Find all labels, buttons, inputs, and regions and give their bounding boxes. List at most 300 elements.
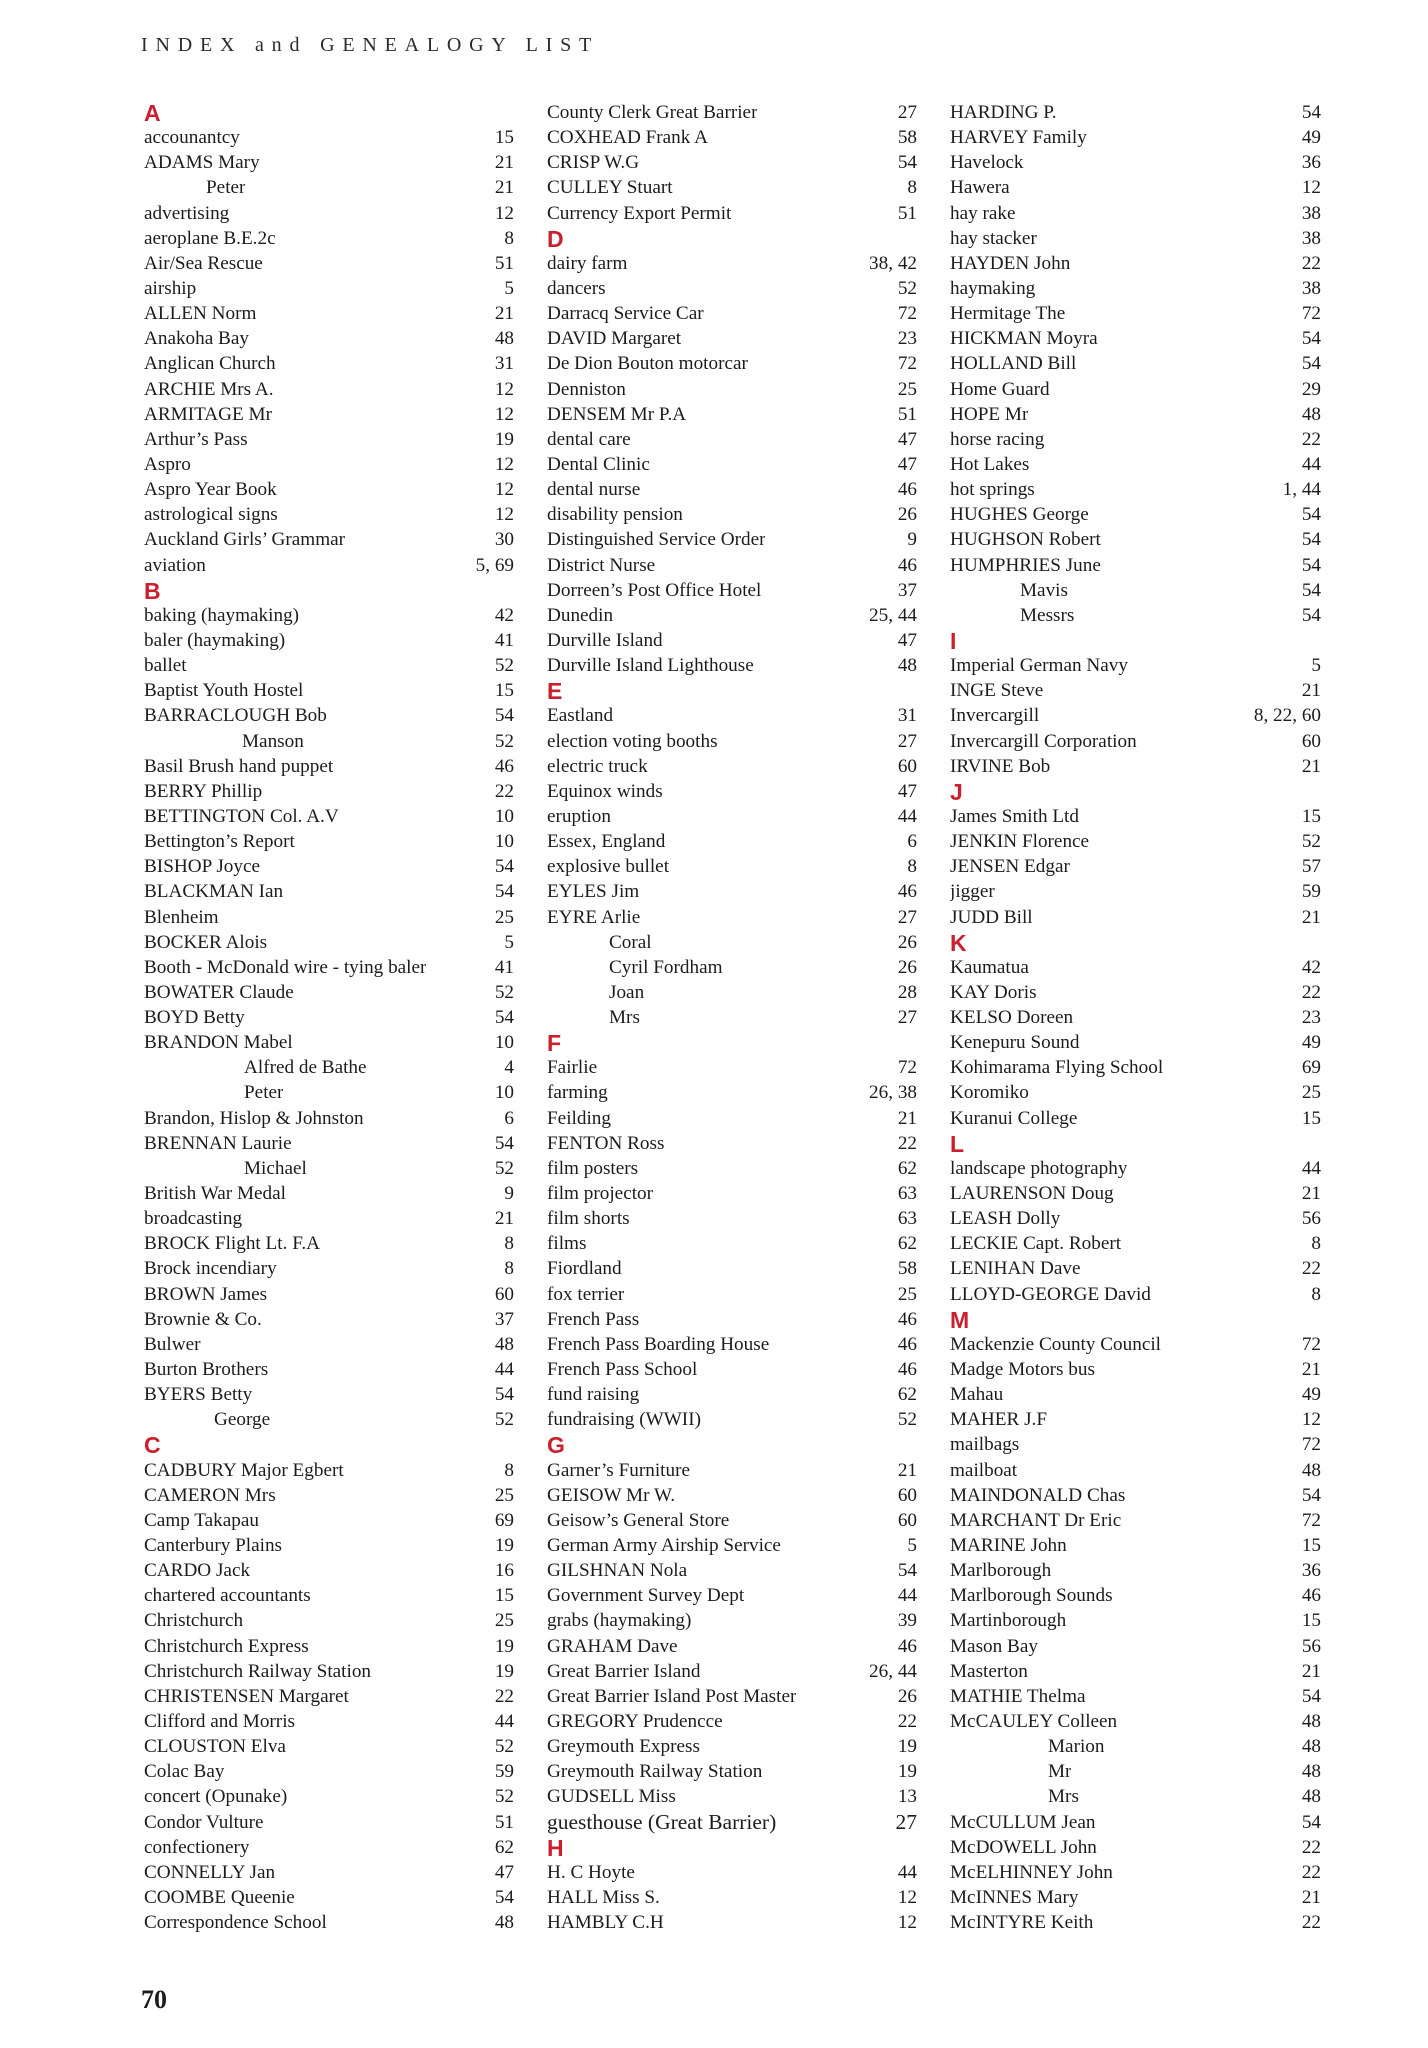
index-term: dental care bbox=[547, 428, 631, 450]
page-reference: 44 bbox=[897, 1585, 917, 1607]
index-entry bbox=[547, 1810, 917, 1835]
index-entry bbox=[547, 729, 917, 754]
page-reference: 54 bbox=[1301, 579, 1321, 601]
page-reference: 27 bbox=[897, 906, 917, 928]
page-reference: 6 bbox=[907, 831, 917, 853]
index-entry bbox=[547, 1357, 917, 1382]
index-entry bbox=[144, 1282, 514, 1307]
page-reference: 26, 44 bbox=[869, 1660, 917, 1682]
index-entry bbox=[144, 1256, 514, 1281]
index-term: electric truck bbox=[547, 755, 648, 777]
index-entry bbox=[950, 1106, 1321, 1131]
page-reference: 52 bbox=[494, 1409, 514, 1431]
page-reference: 22 bbox=[897, 1132, 917, 1154]
index-term: CLOUSTON Elva bbox=[144, 1736, 286, 1758]
section-letter-a: A bbox=[144, 100, 161, 126]
page-reference: 21 bbox=[494, 177, 514, 199]
index-term: KELSO Doreen bbox=[950, 1007, 1074, 1029]
index-term: BOCKER Alois bbox=[144, 931, 268, 953]
index-entry bbox=[144, 527, 514, 552]
index-entry bbox=[547, 1885, 917, 1910]
index-term: Dorreen’s Post Office Hotel bbox=[547, 579, 762, 601]
index-entry bbox=[950, 477, 1321, 502]
page-reference: 21 bbox=[1301, 906, 1321, 928]
index-term: LLOYD-GEORGE David bbox=[950, 1283, 1151, 1305]
index-term: McCAULEY Colleen bbox=[950, 1711, 1118, 1732]
page-reference: 52 bbox=[494, 1157, 514, 1179]
index-term: EYLES Jim bbox=[547, 881, 640, 903]
index-entry bbox=[547, 1282, 917, 1307]
page-reference: 62 bbox=[897, 1384, 917, 1406]
page-reference: 54 bbox=[494, 705, 514, 727]
page-reference: 49 bbox=[1301, 1384, 1321, 1406]
index-entry bbox=[144, 1131, 514, 1156]
index-term: Fairlie bbox=[547, 1057, 598, 1079]
index-term: Kaumatua bbox=[950, 956, 1029, 978]
page-reference: 12 bbox=[494, 378, 514, 400]
page-reference: 48 bbox=[1301, 1761, 1321, 1783]
page-reference: 46 bbox=[897, 1635, 917, 1657]
index-entry bbox=[547, 100, 917, 125]
index-entry bbox=[547, 1784, 917, 1809]
index-term: BLACKMAN Ian bbox=[144, 881, 284, 903]
page-reference: 38 bbox=[1301, 227, 1321, 249]
index-term: Hawera bbox=[950, 177, 1010, 199]
index-term: Eastland bbox=[547, 705, 614, 727]
index-entry bbox=[144, 377, 514, 402]
page-reference: 21 bbox=[1301, 1660, 1321, 1682]
index-term: fund raising bbox=[547, 1384, 640, 1406]
page-reference: 26 bbox=[897, 504, 917, 526]
page-reference: 31 bbox=[494, 353, 514, 375]
page-reference: 23 bbox=[897, 328, 917, 350]
index-term: INGE Steve bbox=[950, 680, 1044, 702]
index-entry bbox=[547, 754, 917, 779]
index-entry bbox=[547, 578, 917, 603]
index-term: grabs (haymaking) bbox=[547, 1610, 692, 1632]
page-number: 70 bbox=[141, 1985, 167, 2014]
index-entry bbox=[144, 905, 514, 930]
page-reference: 12 bbox=[494, 202, 514, 224]
page-reference: 48 bbox=[494, 1333, 514, 1355]
index-entry bbox=[950, 427, 1321, 452]
index-term: Havelock bbox=[950, 152, 1024, 174]
index-entry bbox=[950, 553, 1321, 578]
index-entry bbox=[144, 1583, 514, 1608]
index-term: Brock incendiary bbox=[144, 1258, 277, 1280]
index-term: HAMBLY C.H bbox=[547, 1912, 664, 1934]
page-reference: 25 bbox=[1301, 1082, 1321, 1104]
index-entry bbox=[547, 1608, 917, 1633]
index-term: Koromiko bbox=[950, 1082, 1029, 1104]
page-reference: 22 bbox=[1301, 1861, 1321, 1883]
index-entry bbox=[547, 1131, 917, 1156]
index-entry bbox=[547, 804, 917, 829]
index-term: Joan bbox=[609, 981, 645, 1003]
index-term: dairy farm bbox=[547, 252, 628, 274]
index-term: Marlborough bbox=[950, 1560, 1052, 1582]
index-term: Dental Clinic bbox=[547, 453, 650, 475]
page-reference: 46 bbox=[897, 1359, 917, 1381]
index-entry bbox=[950, 1784, 1321, 1809]
index-term: dental nurse bbox=[547, 479, 641, 501]
index-entry bbox=[547, 377, 917, 402]
page-reference: 25 bbox=[494, 1610, 514, 1632]
index-entry bbox=[950, 1659, 1321, 1684]
index-term: Imperial German Navy bbox=[950, 655, 1128, 677]
index-term: BYERS Betty bbox=[144, 1384, 253, 1406]
page-reference: 22 bbox=[1301, 428, 1321, 450]
index-entry bbox=[547, 1508, 917, 1533]
page-reference: 28 bbox=[897, 981, 917, 1003]
index-term: fundraising (WWII) bbox=[547, 1409, 701, 1431]
page-reference: 27 bbox=[897, 730, 917, 752]
page-reference: 22 bbox=[1301, 981, 1321, 1003]
index-term: Anglican Church bbox=[144, 353, 276, 375]
page-reference: 54 bbox=[494, 1132, 514, 1154]
page-reference: 6 bbox=[504, 1107, 514, 1129]
index-entry bbox=[547, 1558, 917, 1583]
page-reference: 27 bbox=[895, 1809, 917, 1834]
index-entry bbox=[950, 1181, 1321, 1206]
index-entry bbox=[144, 1810, 514, 1835]
index-term: BOYD Betty bbox=[144, 1007, 245, 1029]
index-entry bbox=[547, 1080, 917, 1105]
page-reference: 8 bbox=[504, 1459, 514, 1481]
index-column-1 bbox=[144, 100, 514, 1935]
index-term: Durville Island Lighthouse bbox=[547, 655, 754, 677]
index-term: HUGHES George bbox=[950, 504, 1089, 526]
page-reference: 69 bbox=[1301, 1057, 1321, 1079]
index-term: film projector bbox=[547, 1183, 654, 1205]
page-reference: 72 bbox=[1301, 1509, 1321, 1531]
index-entry bbox=[950, 1206, 1321, 1231]
index-entry bbox=[144, 1206, 514, 1231]
page-reference: 49 bbox=[1301, 1032, 1321, 1054]
index-entry bbox=[144, 1533, 514, 1558]
index-term: ARCHIE Mrs A. bbox=[144, 378, 274, 400]
page-reference: 47 bbox=[897, 453, 917, 475]
index-term: ADAMS Mary bbox=[144, 152, 260, 174]
section-letter-d: D bbox=[547, 225, 564, 252]
index-entry bbox=[950, 1759, 1321, 1784]
index-entry bbox=[547, 527, 917, 552]
page-reference: 48 bbox=[494, 1912, 514, 1934]
page-reference: 12 bbox=[1301, 177, 1321, 199]
page-reference: 22 bbox=[897, 1711, 917, 1732]
page-reference: 62 bbox=[897, 1157, 917, 1179]
page-reference: 51 bbox=[494, 1811, 514, 1833]
index-entry bbox=[547, 1684, 917, 1709]
index-entry bbox=[950, 829, 1321, 854]
page-reference: 27 bbox=[897, 102, 917, 123]
index-entry bbox=[144, 452, 514, 477]
page-reference: 23 bbox=[1301, 1007, 1321, 1029]
index-term: haymaking bbox=[950, 277, 1036, 299]
index-term: British War Medal bbox=[144, 1183, 286, 1205]
index-term: airship bbox=[144, 277, 197, 299]
index-term: Darracq Service Car bbox=[547, 303, 704, 325]
index-entry bbox=[144, 1382, 514, 1407]
index-term: CADBURY Major Egbert bbox=[144, 1459, 344, 1481]
index-entry bbox=[144, 326, 514, 351]
index-entry bbox=[547, 980, 917, 1005]
page-reference: 52 bbox=[494, 1736, 514, 1758]
index-term: Clifford and Morris bbox=[144, 1711, 295, 1732]
page-reference: 54 bbox=[494, 881, 514, 903]
index-entry bbox=[950, 452, 1321, 477]
page-reference: 21 bbox=[494, 303, 514, 325]
index-entry bbox=[144, 804, 514, 829]
page-reference: 37 bbox=[494, 1308, 514, 1330]
page-reference: 8 bbox=[504, 1233, 514, 1255]
index-entry bbox=[547, 1483, 917, 1508]
index-entry bbox=[144, 1508, 514, 1533]
index-term: HUGHSON Robert bbox=[950, 529, 1101, 551]
page-reference: 22 bbox=[1301, 252, 1321, 274]
page-reference: 46 bbox=[897, 479, 917, 501]
index-entry bbox=[144, 427, 514, 452]
page-reference: 15 bbox=[494, 680, 514, 702]
page-reference: 54 bbox=[1301, 529, 1321, 551]
index-entry bbox=[547, 1583, 917, 1608]
index-term: film posters bbox=[547, 1157, 639, 1179]
page-reference: 21 bbox=[897, 1459, 917, 1481]
index-entry bbox=[144, 1307, 514, 1332]
index-entry bbox=[950, 578, 1321, 603]
index-entry bbox=[950, 879, 1321, 904]
index-term: Condor Vulture bbox=[144, 1811, 264, 1833]
index-entry bbox=[950, 1558, 1321, 1583]
page-reference: 54 bbox=[1301, 328, 1321, 350]
page-reference: 48 bbox=[1301, 1711, 1321, 1732]
page-reference: 39 bbox=[897, 1610, 917, 1632]
index-term: Bulwer bbox=[144, 1333, 201, 1355]
page-reference: 54 bbox=[494, 856, 514, 878]
index-term: French Pass bbox=[547, 1308, 640, 1330]
page-reference: 63 bbox=[897, 1183, 917, 1205]
index-term: Mrs bbox=[1048, 1786, 1079, 1808]
index-term: Madge Motors bus bbox=[950, 1359, 1095, 1381]
index-term: Invercargill Corporation bbox=[950, 730, 1137, 752]
index-term: LAURENSON Doug bbox=[950, 1183, 1114, 1205]
page-reference: 19 bbox=[494, 1660, 514, 1682]
index-entry bbox=[950, 150, 1321, 175]
index-entry bbox=[144, 1030, 514, 1055]
index-term: McINTYRE Keith bbox=[950, 1912, 1094, 1934]
index-term: fox terrier bbox=[547, 1283, 625, 1305]
index-term: CRISP W.G bbox=[547, 152, 640, 174]
index-entry bbox=[547, 276, 917, 301]
page-reference: 8 bbox=[907, 856, 917, 878]
index-term: concert (Opunake) bbox=[144, 1786, 288, 1808]
page-reference: 15 bbox=[1301, 1107, 1321, 1129]
index-entry bbox=[547, 854, 917, 879]
page-reference: 72 bbox=[897, 303, 917, 325]
index-entry bbox=[144, 553, 514, 578]
index-entry bbox=[950, 251, 1321, 276]
index-entry bbox=[144, 930, 514, 955]
page-reference: 44 bbox=[1301, 453, 1321, 475]
index-entry bbox=[144, 1784, 514, 1809]
index-term: French Pass School bbox=[547, 1359, 698, 1381]
page-reference: 10 bbox=[494, 1032, 514, 1054]
index-entry bbox=[950, 1332, 1321, 1357]
page-reference: 19 bbox=[897, 1736, 917, 1758]
page-reference: 46 bbox=[897, 1308, 917, 1330]
index-term: Air/Sea Rescue bbox=[144, 252, 263, 274]
index-term: Michael bbox=[244, 1157, 307, 1179]
page-reference: 27 bbox=[897, 1007, 917, 1029]
index-term: Christchurch Railway Station bbox=[144, 1660, 372, 1682]
index-entry bbox=[950, 326, 1321, 351]
index-term: Distinguished Service Order bbox=[547, 529, 766, 551]
index-entry bbox=[144, 779, 514, 804]
index-term: Currency Export Permit bbox=[547, 202, 732, 224]
index-term: BERRY Phillip bbox=[144, 780, 263, 802]
index-entry bbox=[547, 1005, 917, 1030]
page-reference: 38 bbox=[1301, 277, 1321, 299]
section-letter-i: I bbox=[950, 627, 957, 654]
index-entry bbox=[547, 779, 917, 804]
index-term: eruption bbox=[547, 805, 611, 827]
index-entry bbox=[950, 1860, 1321, 1885]
page-reference: 19 bbox=[494, 1635, 514, 1657]
page-reference: 52 bbox=[897, 277, 917, 299]
index-entry bbox=[144, 402, 514, 427]
page-reference: 22 bbox=[1301, 1258, 1321, 1280]
page-reference: 9 bbox=[907, 529, 917, 551]
page-reference: 42 bbox=[1301, 956, 1321, 978]
page-reference: 60 bbox=[897, 755, 917, 777]
index-entry bbox=[144, 1910, 514, 1935]
page-reference: 9 bbox=[504, 1183, 514, 1205]
index-entry bbox=[950, 301, 1321, 326]
index-entry bbox=[547, 1106, 917, 1131]
index-entry bbox=[144, 351, 514, 376]
page-reference: 15 bbox=[494, 127, 514, 149]
index-term: GUDSELL Miss bbox=[547, 1786, 676, 1808]
index-term: De Dion Bouton motorcar bbox=[547, 353, 748, 375]
index-entry bbox=[950, 1508, 1321, 1533]
index-entry bbox=[950, 1030, 1321, 1055]
index-term: Baptist Youth Hostel bbox=[144, 680, 304, 702]
page-reference: 47 bbox=[494, 1861, 514, 1883]
index-term: chartered accountants bbox=[144, 1585, 311, 1607]
index-term: Auckland Girls’ Grammar bbox=[144, 529, 346, 551]
page-reference: 54 bbox=[1301, 1484, 1321, 1506]
page-reference: 58 bbox=[897, 127, 917, 149]
index-term: HOLLAND Bill bbox=[950, 353, 1077, 375]
index-entry bbox=[547, 175, 917, 200]
index-entry bbox=[547, 150, 917, 175]
index-entry bbox=[547, 402, 917, 427]
index-entry bbox=[950, 1835, 1321, 1860]
index-entry bbox=[144, 1634, 514, 1659]
index-term: Peter bbox=[206, 177, 246, 199]
page-reference: 48 bbox=[897, 655, 917, 677]
index-term: HICKMAN Moyra bbox=[950, 328, 1098, 350]
index-entry bbox=[144, 1885, 514, 1910]
page-reference: 29 bbox=[1301, 378, 1321, 400]
index-term: LEASH Dolly bbox=[950, 1208, 1061, 1230]
page-reference: 60 bbox=[897, 1509, 917, 1531]
page-reference: 47 bbox=[897, 428, 917, 450]
index-entry bbox=[950, 980, 1321, 1005]
section-letter-l: L bbox=[950, 1130, 965, 1157]
index-entry bbox=[950, 1810, 1321, 1835]
index-term: COOMBE Queenie bbox=[144, 1886, 295, 1908]
index-term: McINNES Mary bbox=[950, 1886, 1079, 1908]
index-entry bbox=[144, 1860, 514, 1885]
index-entry bbox=[144, 276, 514, 301]
index-entry bbox=[547, 1407, 917, 1432]
index-entry bbox=[950, 1382, 1321, 1407]
index-entry bbox=[950, 703, 1321, 728]
index-entry bbox=[547, 452, 917, 477]
index-term: Brownie & Co. bbox=[144, 1308, 262, 1330]
index-entry bbox=[547, 251, 917, 276]
index-term: Great Barrier Island bbox=[547, 1660, 701, 1682]
section-letter-e: E bbox=[547, 678, 563, 705]
index-entry bbox=[950, 201, 1321, 226]
index-term: JENKIN Florence bbox=[950, 831, 1090, 853]
page-reference: 54 bbox=[1301, 604, 1321, 626]
index-entry bbox=[144, 1759, 514, 1784]
page-reference: 62 bbox=[897, 1233, 917, 1255]
index-entry bbox=[144, 1734, 514, 1759]
page-reference: 48 bbox=[1301, 1459, 1321, 1481]
index-entry bbox=[950, 1357, 1321, 1382]
index-term: GILSHNAN Nola bbox=[547, 1560, 688, 1582]
index-entry bbox=[950, 1709, 1321, 1734]
page-reference: 72 bbox=[1301, 1333, 1321, 1355]
index-entry bbox=[144, 653, 514, 678]
index-term: aeroplane B.E.2c bbox=[144, 227, 276, 249]
page-reference: 47 bbox=[897, 780, 917, 802]
page-reference: 57 bbox=[1301, 856, 1321, 878]
page-reference: 54 bbox=[1301, 504, 1321, 526]
section-letter-j: J bbox=[950, 778, 963, 805]
index-entry bbox=[950, 1407, 1321, 1432]
page-reference: 30 bbox=[494, 529, 514, 551]
index-entry bbox=[144, 603, 514, 628]
index-entry bbox=[950, 226, 1321, 251]
page-reference: 44 bbox=[1301, 1157, 1321, 1179]
page-reference: 46 bbox=[897, 881, 917, 903]
index-term: German Army Airship Service bbox=[547, 1535, 781, 1557]
index-term: FENTON Ross bbox=[547, 1132, 665, 1154]
page-reference: 44 bbox=[494, 1359, 514, 1381]
index-entry bbox=[547, 553, 917, 578]
index-term: Marion bbox=[1048, 1736, 1105, 1758]
index-term: MAINDONALD Chas bbox=[950, 1484, 1126, 1506]
index-entry bbox=[950, 1256, 1321, 1281]
index-term: horse racing bbox=[950, 428, 1045, 450]
index-term: hay rake bbox=[950, 202, 1016, 224]
page-reference: 25 bbox=[897, 378, 917, 400]
index-term: HUMPHRIES June bbox=[950, 554, 1101, 576]
index-entry bbox=[144, 251, 514, 276]
index-term: Equinox winds bbox=[547, 780, 663, 802]
index-entry bbox=[144, 1357, 514, 1382]
page-reference: 54 bbox=[1301, 102, 1321, 123]
index-entry bbox=[950, 351, 1321, 376]
index-term: Garner’s Furniture bbox=[547, 1459, 690, 1481]
index-term: Manson bbox=[242, 730, 304, 752]
index-term: GEISOW Mr W. bbox=[547, 1484, 676, 1506]
index-entry bbox=[547, 1231, 917, 1256]
